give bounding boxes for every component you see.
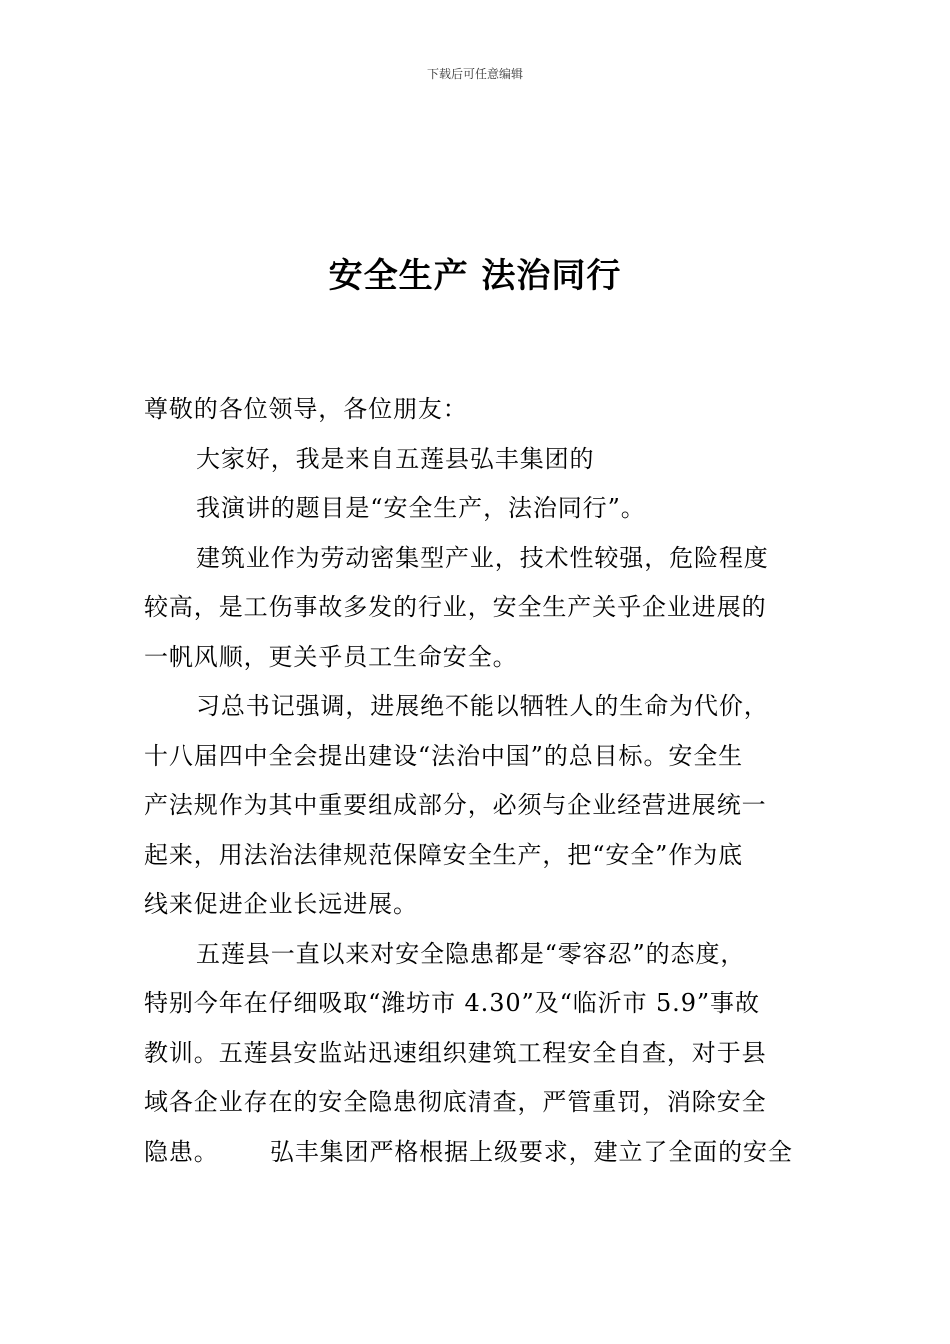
text-line: 起来，用法治法律规范保障安全生产，把“安全”作为底 bbox=[144, 840, 744, 869]
text-line: 特别今年在仔细吸取“潍坊市 4.30”及“临沂市 5.9”事故 bbox=[144, 989, 760, 1017]
text-line: 十八届四中全会提出建设“法治中国”的总目标。安全生 bbox=[144, 741, 744, 770]
paragraph-wulian bbox=[144, 930, 808, 1178]
paragraph-topic bbox=[144, 484, 808, 534]
text-line: 域各企业存在的安全隐患彻底清查，严管重罚，消除安全 bbox=[144, 1088, 767, 1116]
text-line: 教训。五莲县安监站迅速组织建筑工程安全自查，对于县 bbox=[144, 1038, 767, 1067]
text-line: 一帆风顺，更关乎员工生命安全。 bbox=[144, 642, 518, 671]
text-line: 建筑业作为劳动密集型产业，技术性较强，危险程度 bbox=[196, 543, 769, 572]
paragraph-greeting bbox=[144, 435, 808, 485]
header-note: 下载后可任意编辑 bbox=[426, 67, 523, 81]
text-line: 隐患。 弘丰集团严格根据上级要求，建立了全面的安全 bbox=[144, 1137, 793, 1166]
document-title: 安全生产 法治同行 bbox=[328, 256, 622, 296]
document-body bbox=[144, 385, 808, 1177]
text-line: 五莲县一直以来对安全隐患都是“零容忍”的态度， bbox=[196, 939, 746, 968]
text-line: 产法规作为其中重要组成部分，必须与企业经营进展统一 bbox=[144, 791, 767, 819]
text-line: 习总书记强调，进展绝不能以牺牲人的生命为代价， bbox=[196, 692, 769, 720]
paragraph-construction bbox=[144, 534, 808, 683]
paragraph-rule-of-law bbox=[144, 682, 808, 930]
salutation: 尊敬的各位领导，各位朋友： bbox=[144, 395, 468, 423]
text-line: 我演讲的题目是“安全生产，法治同行”。 bbox=[196, 494, 646, 522]
text-line: 较高，是工伤事故多发的行业，安全生产关乎企业进展的 bbox=[144, 593, 767, 621]
text-line: 大家好，我是来自五莲县弘丰集团的 bbox=[196, 444, 595, 473]
text-line: 线来促进企业长远进展。 bbox=[144, 890, 418, 918]
